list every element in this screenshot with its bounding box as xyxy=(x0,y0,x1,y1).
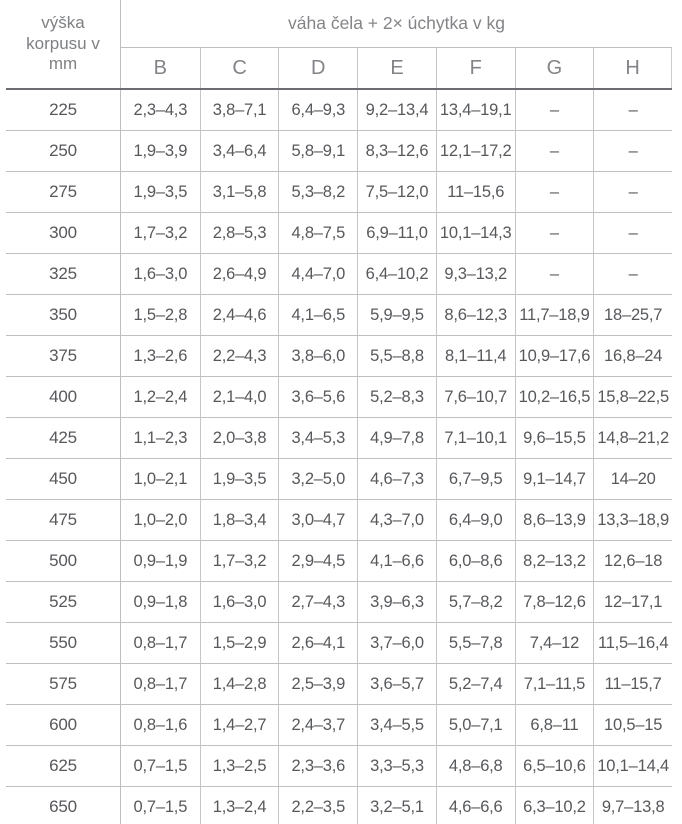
cell-d: 4,4–7,0 xyxy=(278,254,357,294)
table-row xyxy=(6,499,672,540)
cell-g: – xyxy=(515,172,594,212)
cell-h: 10,1–14,4 xyxy=(593,746,672,786)
cell-f: 4,6–6,6 xyxy=(436,787,515,824)
cell-b: 0,8–1,7 xyxy=(133,674,188,693)
cell-g: 9,1–14,7 xyxy=(515,459,594,499)
cell-h: 9,7–13,8 xyxy=(593,787,672,824)
cell-h: 10,5–15 xyxy=(593,705,672,745)
cell-d: 4,8–7,5 xyxy=(278,213,357,253)
cell-c: 2,6–4,9 xyxy=(200,254,279,294)
cell-e: 4,3–7,0 xyxy=(357,500,436,540)
cell-e: 3,3–5,3 xyxy=(357,746,436,786)
cell-b: 1,5–2,8 xyxy=(133,305,188,324)
cell-b: 1,2–2,4 xyxy=(133,387,188,406)
row-height-cell: 500 xyxy=(6,541,121,581)
cell-g: 7,8–12,6 xyxy=(515,582,594,622)
row-height-cell: 325 xyxy=(6,254,121,294)
cell-b: 0,9–1,9 xyxy=(133,551,188,570)
cell-d: 3,6–5,6 xyxy=(278,377,357,417)
cell-c: 3,1–5,8 xyxy=(200,172,279,212)
table-row xyxy=(6,130,672,171)
cell-c: 1,4–2,8 xyxy=(200,664,279,704)
cell-f: 5,5–7,8 xyxy=(436,623,515,663)
column-header: E xyxy=(357,48,436,88)
cell-g: 11,7–18,9 xyxy=(515,295,594,335)
cell-b: 1,9–3,9 xyxy=(133,141,188,160)
cell-g: 8,2–13,2 xyxy=(515,541,594,581)
column-header: C xyxy=(200,48,279,88)
cell-f: 6,0–8,6 xyxy=(436,541,515,581)
table-title: váha čela + 2× úchytka v kg xyxy=(121,0,672,48)
cell-f: 7,6–10,7 xyxy=(436,377,515,417)
cell-g: – xyxy=(515,131,594,171)
cell-c: 2,2–4,3 xyxy=(200,336,279,376)
row-height-cell: 475 xyxy=(6,500,121,540)
cell-g: – xyxy=(515,213,594,253)
table-row xyxy=(6,704,672,745)
cell-c: 3,8–7,1 xyxy=(200,90,279,130)
cell-g: 7,4–12 xyxy=(515,623,594,663)
cell-c: 1,6–3,0 xyxy=(200,582,279,622)
cell-g: – xyxy=(515,254,594,294)
column-header: H xyxy=(593,48,672,88)
table-row xyxy=(6,294,672,335)
table-body xyxy=(6,90,672,824)
cell-d: 2,7–4,3 xyxy=(278,582,357,622)
cell-d: 3,8–6,0 xyxy=(278,336,357,376)
cell-c: 2,1–4,0 xyxy=(200,377,279,417)
cell-g: 10,9–17,6 xyxy=(515,336,594,376)
column-header: G xyxy=(515,48,594,88)
cell-b: 1,1–2,3 xyxy=(133,428,188,447)
row-height-cell: 225 xyxy=(6,90,121,130)
cell-b: 0,9–1,8 xyxy=(133,592,188,611)
cell-b: 1,6–3,0 xyxy=(133,264,188,283)
cell-e: 3,9–6,3 xyxy=(357,582,436,622)
cell-b: 1,0–2,0 xyxy=(133,510,188,529)
cell-e: 3,4–5,5 xyxy=(357,705,436,745)
row-height-cell: 525 xyxy=(6,582,121,622)
cell-c: 1,9–3,5 xyxy=(200,459,279,499)
table-row xyxy=(6,253,672,294)
cell-f: 4,8–6,8 xyxy=(436,746,515,786)
cell-d: 2,9–4,5 xyxy=(278,541,357,581)
table-row xyxy=(6,745,672,786)
cell-e: 9,2–13,4 xyxy=(357,90,436,130)
cell-f: 5,0–7,1 xyxy=(436,705,515,745)
column-header: F xyxy=(436,48,515,88)
row-height-cell: 625 xyxy=(6,746,121,786)
cell-h: – xyxy=(593,131,672,171)
cell-d: 5,8–9,1 xyxy=(278,131,357,171)
cell-b: 0,7–1,5 xyxy=(133,797,188,816)
cell-g: 6,3–10,2 xyxy=(515,787,594,824)
cell-g: 9,6–15,5 xyxy=(515,418,594,458)
column-header: B xyxy=(153,56,168,79)
row-height-cell: 300 xyxy=(6,213,121,253)
cell-h: – xyxy=(593,213,672,253)
row-height-cell: 650 xyxy=(6,787,121,824)
cell-e: 3,7–6,0 xyxy=(357,623,436,663)
row-height-cell: 550 xyxy=(6,623,121,663)
cell-f: 6,7–9,5 xyxy=(436,459,515,499)
row-height-cell: 375 xyxy=(6,336,121,376)
row-header-label xyxy=(6,0,121,88)
cell-e: 5,2–8,3 xyxy=(357,377,436,417)
cell-f: 6,4–9,0 xyxy=(436,500,515,540)
cell-d: 3,0–4,7 xyxy=(278,500,357,540)
cell-h: 13,3–18,9 xyxy=(593,500,672,540)
cell-h: – xyxy=(593,90,672,130)
cell-f: 10,1–14,3 xyxy=(436,213,515,253)
table-row xyxy=(6,581,672,622)
cell-c: 1,5–2,9 xyxy=(200,623,279,663)
cell-d: 5,3–8,2 xyxy=(278,172,357,212)
cell-d: 2,3–3,6 xyxy=(278,746,357,786)
cell-h: 11,5–16,4 xyxy=(593,623,672,663)
cell-f: 9,3–13,2 xyxy=(436,254,515,294)
cell-h: 14–20 xyxy=(593,459,672,499)
cell-b: 1,0–2,1 xyxy=(133,469,188,488)
cell-h: 12,6–18 xyxy=(593,541,672,581)
cell-h: 12–17,1 xyxy=(593,582,672,622)
cell-g: 7,1–11,5 xyxy=(515,664,594,704)
cell-c: 1,7–3,2 xyxy=(200,541,279,581)
cell-h: – xyxy=(593,254,672,294)
cell-e: 3,6–5,7 xyxy=(357,664,436,704)
cell-b: 1,7–3,2 xyxy=(133,223,188,242)
cell-e: 7,5–12,0 xyxy=(357,172,436,212)
row-height-cell: 450 xyxy=(6,459,121,499)
cell-g: 6,8–11 xyxy=(515,705,594,745)
cell-c: 1,8–3,4 xyxy=(200,500,279,540)
table-row xyxy=(6,622,672,663)
cell-f: 13,4–19,1 xyxy=(436,90,515,130)
table-row xyxy=(6,212,672,253)
cell-c: 2,4–4,6 xyxy=(200,295,279,335)
cell-g: 6,5–10,6 xyxy=(515,746,594,786)
cell-b: 0,8–1,7 xyxy=(133,633,188,652)
column-header: D xyxy=(278,48,357,88)
cell-g: – xyxy=(515,90,594,130)
table-row xyxy=(6,540,672,581)
table-header xyxy=(6,0,672,90)
cell-h: 16,8–24 xyxy=(593,336,672,376)
row-height-cell: 275 xyxy=(6,172,121,212)
cell-h: 14,8–21,2 xyxy=(593,418,672,458)
table-row xyxy=(6,171,672,212)
cell-d: 4,1–6,5 xyxy=(278,295,357,335)
cell-f: 12,1–17,2 xyxy=(436,131,515,171)
table-row xyxy=(6,663,672,704)
cell-f: 8,1–11,4 xyxy=(436,336,515,376)
cell-f: 5,2–7,4 xyxy=(436,664,515,704)
cell-c: 2,0–3,8 xyxy=(200,418,279,458)
cell-d: 2,5–3,9 xyxy=(278,664,357,704)
weight-table xyxy=(6,0,672,824)
cell-b: 2,3–4,3 xyxy=(133,100,188,119)
cell-f: 5,7–8,2 xyxy=(436,582,515,622)
cell-e: 8,3–12,6 xyxy=(357,131,436,171)
cell-g: 10,2–16,5 xyxy=(515,377,594,417)
table-row xyxy=(6,335,672,376)
cell-h: – xyxy=(593,172,672,212)
row-height-cell: 575 xyxy=(6,664,121,704)
table-row xyxy=(6,458,672,499)
table-row xyxy=(6,376,672,417)
table-row xyxy=(6,90,672,130)
cell-c: 1,3–2,5 xyxy=(200,746,279,786)
cell-c: 3,4–6,4 xyxy=(200,131,279,171)
row-height-cell: 350 xyxy=(6,295,121,335)
cell-d: 3,2–5,0 xyxy=(278,459,357,499)
cell-e: 4,6–7,3 xyxy=(357,459,436,499)
cell-c: 1,3–2,4 xyxy=(200,787,279,824)
cell-c: 1,4–2,7 xyxy=(200,705,279,745)
cell-b: 0,8–1,6 xyxy=(133,715,188,734)
cell-g: 8,6–13,9 xyxy=(515,500,594,540)
cell-d: 2,4–3,7 xyxy=(278,705,357,745)
table-row xyxy=(6,417,672,458)
cell-h: 11–15,7 xyxy=(593,664,672,704)
cell-b: 1,3–2,6 xyxy=(133,346,188,365)
row-height-cell: 400 xyxy=(6,377,121,417)
cell-h: 15,8–22,5 xyxy=(593,377,672,417)
cell-d: 3,4–5,3 xyxy=(278,418,357,458)
cell-e: 3,2–5,1 xyxy=(357,787,436,824)
cell-e: 5,9–9,5 xyxy=(357,295,436,335)
cell-f: 8,6–12,3 xyxy=(436,295,515,335)
cell-e: 4,9–7,8 xyxy=(357,418,436,458)
cell-f: 11–15,6 xyxy=(436,172,515,212)
cell-h: 18–25,7 xyxy=(593,295,672,335)
cell-c: 2,8–5,3 xyxy=(200,213,279,253)
cell-e: 4,1–6,6 xyxy=(357,541,436,581)
cell-e: 6,9–11,0 xyxy=(357,213,436,253)
cell-d: 2,2–3,5 xyxy=(278,787,357,824)
cell-e: 5,5–8,8 xyxy=(357,336,436,376)
cell-b: 0,7–1,5 xyxy=(133,756,188,775)
table-row xyxy=(6,786,672,824)
row-height-cell: 600 xyxy=(6,705,121,745)
cell-b: 1,9–3,5 xyxy=(133,182,188,201)
row-header-label-text: výška korpusu v mm xyxy=(26,12,100,74)
cell-d: 6,4–9,3 xyxy=(278,90,357,130)
row-height-cell: 425 xyxy=(6,418,121,458)
column-letters-row xyxy=(121,48,672,88)
cell-f: 7,1–10,1 xyxy=(436,418,515,458)
row-height-cell: 250 xyxy=(6,131,121,171)
cell-e: 6,4–10,2 xyxy=(357,254,436,294)
cell-d: 2,6–4,1 xyxy=(278,623,357,663)
